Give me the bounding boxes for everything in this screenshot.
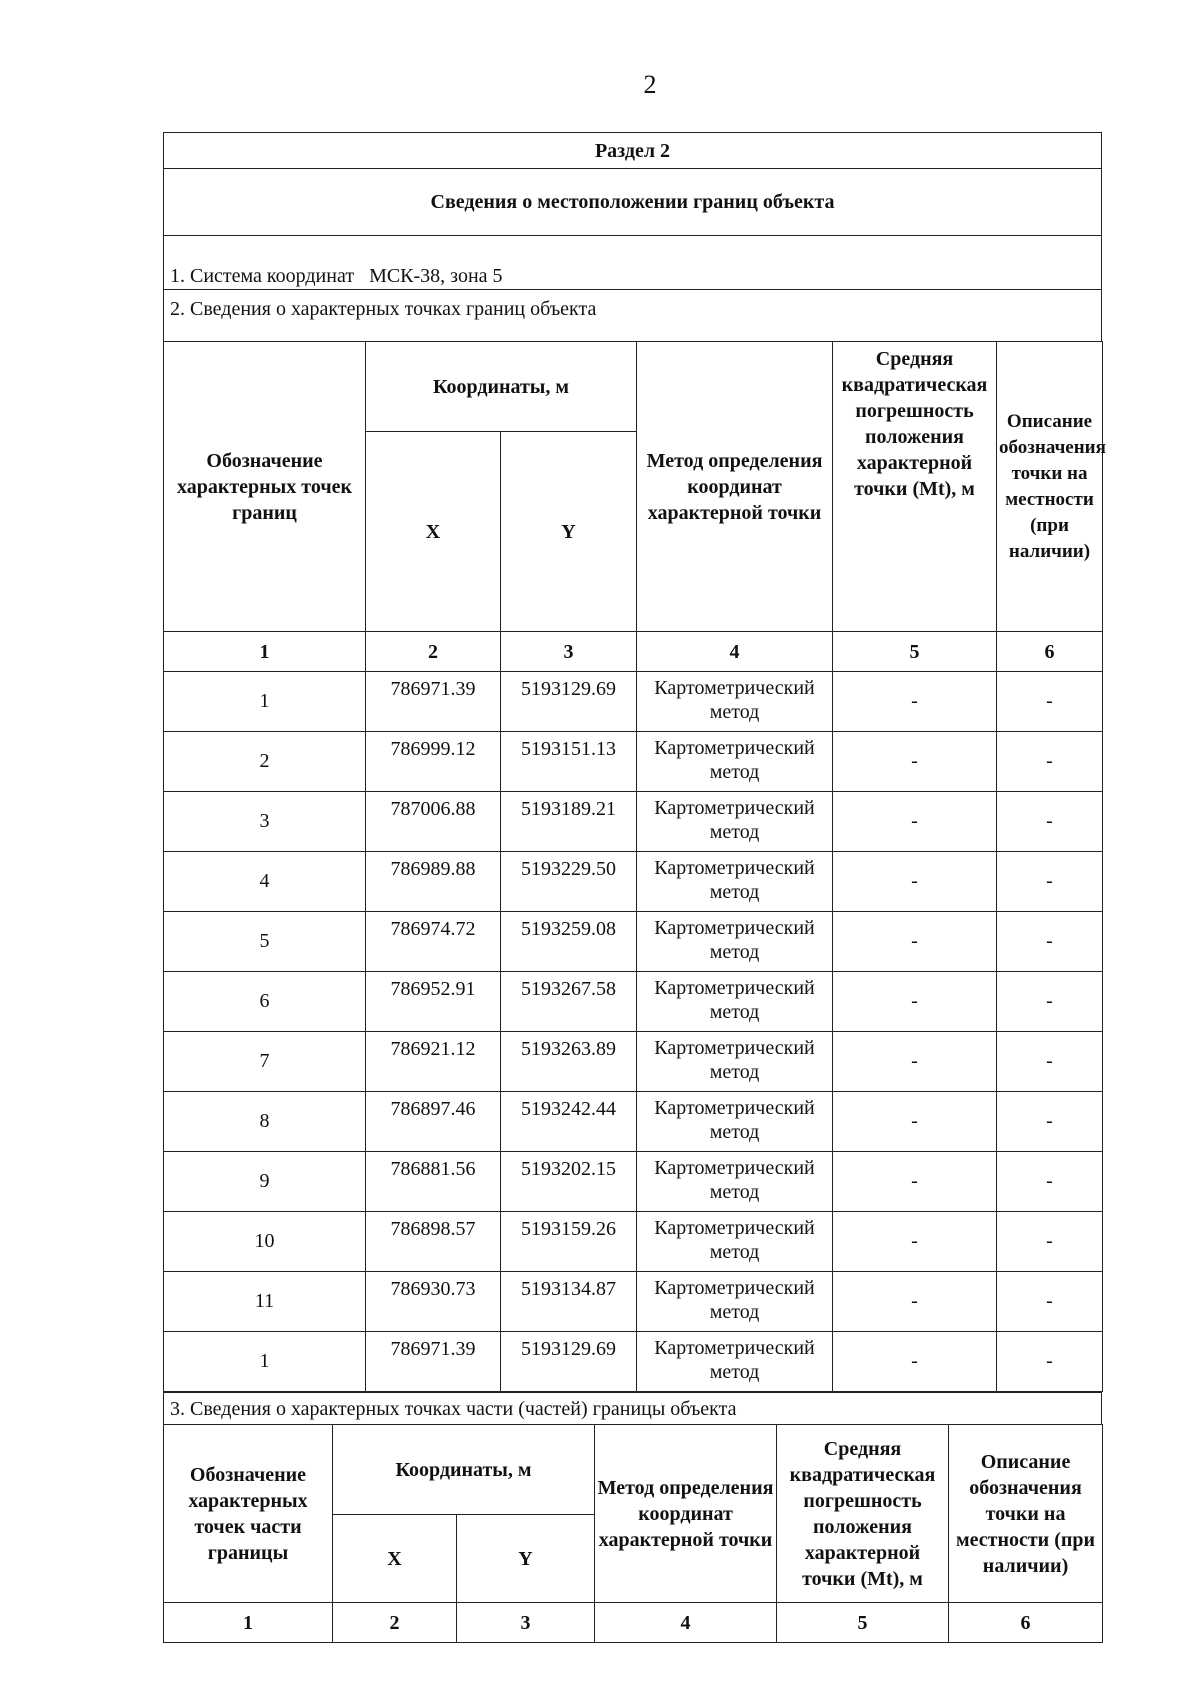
- coord-x-cell: 786898.57: [366, 1212, 501, 1272]
- error-cell: -: [833, 1212, 997, 1272]
- point-number-cell: 6: [164, 972, 366, 1032]
- coord-x-cell: 786971.39: [366, 1332, 501, 1392]
- parts-index-cell: 3: [457, 1603, 595, 1643]
- parts-table: [163, 1424, 1103, 1643]
- coord-y-cell: 5193134.87: [501, 1272, 637, 1332]
- coord-x-cell: 786952.91: [366, 972, 501, 1032]
- error-cell: -: [833, 972, 997, 1032]
- table-row: [164, 912, 1103, 972]
- coord-y-cell: 5193263.89: [501, 1032, 637, 1092]
- table-row: [164, 1332, 1103, 1392]
- parts-section-title: 3. Сведения о характерных точках части (частей) границы объекта: [170, 1398, 737, 1420]
- parts-index-cell: 6: [949, 1603, 1103, 1643]
- description-cell: -: [997, 1212, 1103, 1272]
- description-cell: -: [997, 732, 1103, 792]
- coord-x-cell: 786897.46: [366, 1092, 501, 1152]
- points-table: [163, 341, 1106, 1392]
- method-cell: Картометрический метод: [637, 792, 833, 852]
- point-number-cell: 1: [164, 1332, 366, 1392]
- table-row: [164, 1272, 1103, 1332]
- parts-header-method: Метод определения координат характерной точки: [595, 1425, 777, 1603]
- table-row: [164, 1092, 1103, 1152]
- point-number-cell: 1: [164, 672, 366, 732]
- parts-index-cell: 5: [777, 1603, 949, 1643]
- method-cell: Картометрический метод: [637, 1272, 833, 1332]
- description-cell: -: [997, 852, 1103, 912]
- error-cell: -: [833, 1092, 997, 1152]
- parts-header-error: Средняя квадратическая погрешность положения характерной точки (Mt), м: [777, 1425, 949, 1603]
- document-sheet: [163, 132, 1106, 1643]
- coord-x-cell: 786974.72: [366, 912, 501, 972]
- points-table-body: [164, 672, 1103, 1392]
- coord-x-cell: 786881.56: [366, 1152, 501, 1212]
- coord-y-cell: 5193242.44: [501, 1092, 637, 1152]
- description-cell: -: [997, 1032, 1103, 1092]
- parts-header-designation: Обозначение характерных точек части границы: [164, 1425, 333, 1603]
- point-number-cell: 4: [164, 852, 366, 912]
- table-row: [164, 1032, 1103, 1092]
- points-section-title: 2. Сведения о характерных точках границ объекта: [170, 298, 597, 320]
- index-cell: 2: [366, 632, 501, 672]
- point-number-cell: 10: [164, 1212, 366, 1272]
- method-cell: Картометрический метод: [637, 1152, 833, 1212]
- parts-index-cell: 1: [164, 1603, 333, 1643]
- index-cell: 3: [501, 632, 637, 672]
- method-cell: Картометрический метод: [637, 672, 833, 732]
- coord-system-value: МСК-38, зона 5: [369, 265, 503, 287]
- point-number-cell: 2: [164, 732, 366, 792]
- coord-x-cell: 786989.88: [366, 852, 501, 912]
- description-cell: -: [997, 912, 1103, 972]
- method-cell: Картометрический метод: [637, 1212, 833, 1272]
- header-designation: Обозначение характерных точек границ: [164, 342, 366, 632]
- section-subtitle: Сведения о местоположении границ объекта: [163, 168, 1102, 235]
- table-row: [164, 972, 1103, 1032]
- description-cell: -: [997, 1092, 1103, 1152]
- parts-header-x: X: [333, 1515, 457, 1603]
- index-cell: 1: [164, 632, 366, 672]
- coord-y-cell: 5193151.13: [501, 732, 637, 792]
- method-cell: Картометрический метод: [637, 732, 833, 792]
- error-cell: -: [833, 1152, 997, 1212]
- method-cell: Картометрический метод: [637, 912, 833, 972]
- table-row: [164, 672, 1103, 732]
- coord-y-cell: 5193229.50: [501, 852, 637, 912]
- header-error: Средняя квадратическая погрешность положения характерной точки (Mt), м: [833, 342, 997, 632]
- point-number-cell: 3: [164, 792, 366, 852]
- coord-y-cell: 5193189.21: [501, 792, 637, 852]
- coord-y-cell: 5193202.15: [501, 1152, 637, 1212]
- point-number-cell: 9: [164, 1152, 366, 1212]
- error-cell: -: [833, 792, 997, 852]
- table-row: [164, 792, 1103, 852]
- method-cell: Картометрический метод: [637, 972, 833, 1032]
- method-cell: Картометрический метод: [637, 1332, 833, 1392]
- coord-y-cell: 5193267.58: [501, 972, 637, 1032]
- parts-index-cell: 4: [595, 1603, 777, 1643]
- coord-system-label: 1. Система координат: [170, 265, 355, 287]
- coord-y-cell: 5193259.08: [501, 912, 637, 972]
- point-number-cell: 5: [164, 912, 366, 972]
- error-cell: -: [833, 912, 997, 972]
- coord-x-cell: 786930.73: [366, 1272, 501, 1332]
- description-cell: -: [997, 1332, 1103, 1392]
- method-cell: Картометрический метод: [637, 852, 833, 912]
- coord-x-cell: 786971.39: [366, 672, 501, 732]
- table-row: [164, 1152, 1103, 1212]
- error-cell: -: [833, 672, 997, 732]
- parts-header-y: Y: [457, 1515, 595, 1603]
- description-cell: -: [997, 1152, 1103, 1212]
- coord-y-cell: 5193159.26: [501, 1212, 637, 1272]
- coord-y-cell: 5193129.69: [501, 672, 637, 732]
- description-cell: -: [997, 972, 1103, 1032]
- table-row: [164, 852, 1103, 912]
- coord-x-cell: 787006.88: [366, 792, 501, 852]
- error-cell: -: [833, 852, 997, 912]
- error-cell: -: [833, 1032, 997, 1092]
- point-number-cell: 11: [164, 1272, 366, 1332]
- points-section-title-row: [163, 289, 1102, 341]
- description-cell: -: [997, 792, 1103, 852]
- coord-system-row: [163, 235, 1102, 289]
- method-cell: Картометрический метод: [637, 1032, 833, 1092]
- table-row: [164, 1212, 1103, 1272]
- description-cell: -: [997, 1272, 1103, 1332]
- coord-x-cell: 786999.12: [366, 732, 501, 792]
- description-cell: -: [997, 672, 1103, 732]
- table-row: [164, 732, 1103, 792]
- header-x: X: [366, 432, 501, 632]
- error-cell: -: [833, 1272, 997, 1332]
- parts-index-row: [164, 1603, 1103, 1643]
- index-cell: 4: [637, 632, 833, 672]
- point-number-cell: 8: [164, 1092, 366, 1152]
- parts-index-cell: 2: [333, 1603, 457, 1643]
- method-cell: Картометрический метод: [637, 1092, 833, 1152]
- header-y: Y: [501, 432, 637, 632]
- section-title: Раздел 2: [163, 132, 1102, 168]
- header-description: Описание обозначения точки на местности (при наличии): [997, 342, 1103, 632]
- parts-header-description: Описание обозначения точки на местности (при наличии): [949, 1425, 1103, 1603]
- coord-y-cell: 5193129.69: [501, 1332, 637, 1392]
- index-row: [164, 632, 1103, 672]
- point-number-cell: 7: [164, 1032, 366, 1092]
- index-cell: 6: [997, 632, 1103, 672]
- header-method: Метод определения координат характерной точки: [637, 342, 833, 632]
- parts-header-coordinates: Координаты, м: [333, 1425, 595, 1515]
- index-cell: 5: [833, 632, 997, 672]
- coord-x-cell: 786921.12: [366, 1032, 501, 1092]
- error-cell: -: [833, 1332, 997, 1392]
- error-cell: -: [833, 732, 997, 792]
- header-coordinates: Координаты, м: [366, 342, 637, 432]
- parts-section-title-row: [163, 1392, 1102, 1424]
- page-number: 2: [643, 70, 657, 99]
